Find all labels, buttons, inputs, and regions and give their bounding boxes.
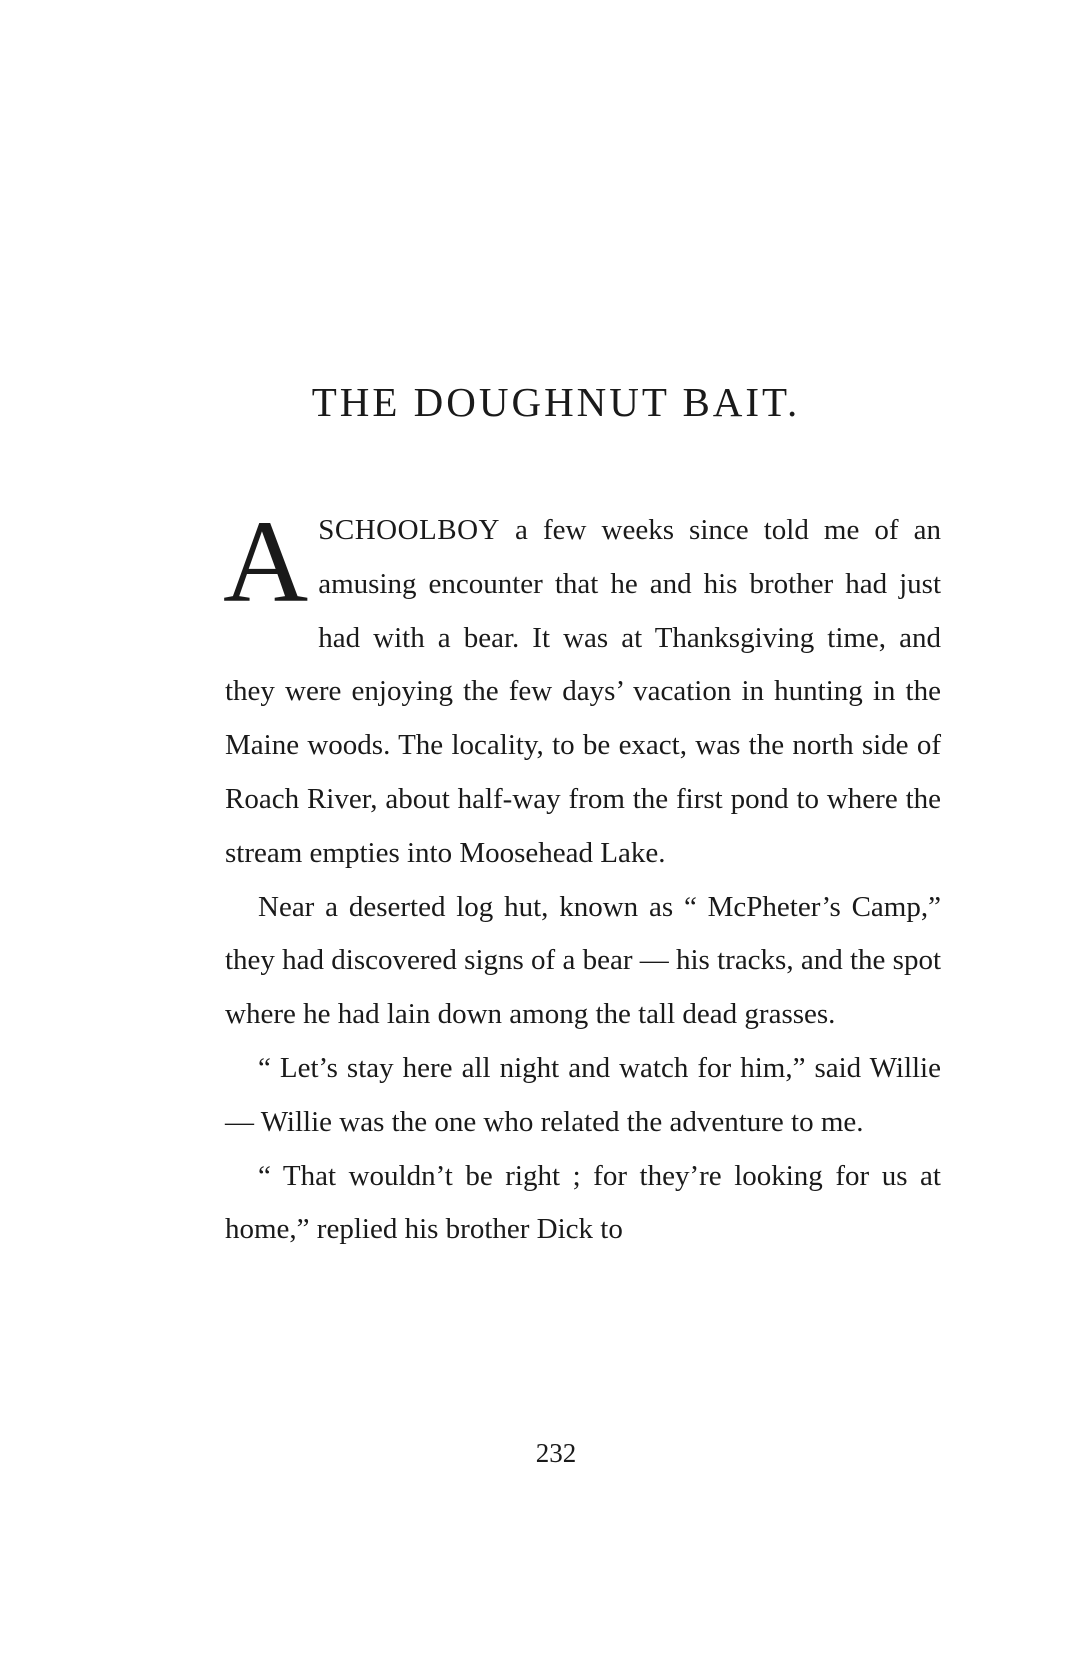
chapter-title: THE DOUGHNUT BAIT. [311,379,801,425]
drop-cap: A [223,496,309,627]
opening-word: SCHOOLBOY [318,514,500,546]
paragraph-2: Near a deserted log hut, known as “ McPheter’s Camp,” they had discovered signs of a bear — his tracks, and the spot where he had lain down among the tall dead grasses. [225,890,941,1031]
paragraph-4: “ That wouldn’t be right ; for they’re looking for us at home,” replied his brother Dick to [225,1159,941,1246]
page-number: 232 [535,1438,577,1468]
paragraph-3: “ Let’s stay here all night and watch for him,” said Willie — Willie was the one who related the adventure to me. [225,1051,941,1138]
paragraph-1-text: a few weeks since told me of an amusing encounter that he and his brother had just had with a bear. It was at Thanksgiving time, and they were enjoying the few days’ vacation in hunting in the Maine woods. The locality, to be exact, was the north side of Roach River, about half-way from the first pond to where the stream empties into Moosehead Lake. [225,514,941,869]
body-text [223,496,941,1257]
paragraph-1 [223,496,941,881]
